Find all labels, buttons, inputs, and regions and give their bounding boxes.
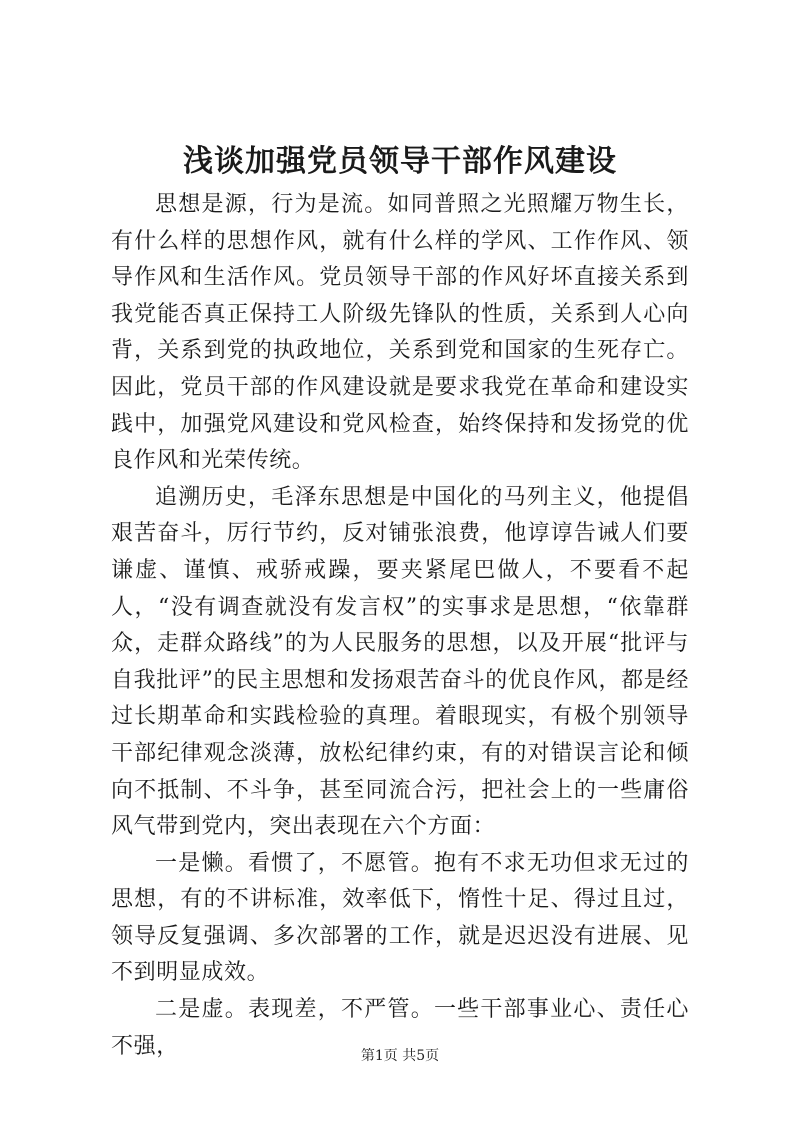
page-number-footer: 第1页 共5页 xyxy=(360,1048,440,1064)
paragraph-4: 二是虚。表现差，不严管。一些干部事业心、责任心不强， xyxy=(111,997,689,1059)
document-body xyxy=(111,187,689,1065)
paragraph-1: 思想是源，行为是流。如同普照之光照耀万物生长，有什么样的思想作风，就有什么样的学风、工作作风、领导作风和生活作风。党员领导干部的作风好坏直接关系到我党能否真正保持工人阶级先锋队的性质，关系到人心向背，关系到党的执政地位，关系到党和国家的生死存亡。因此，党员干部的作风建设就是要求我党在革命和建设实践中，加强党风建设和党风检查，始终保持和发扬党的优良作风和光荣传统。 xyxy=(111,192,689,474)
document-title: 浅谈加强党员领导干部作风建设 xyxy=(183,144,617,179)
paragraph-3: 一是懒。看惯了，不愿管。抱有不求无功但求无过的思想，有的不讲标准，效率低下，惰性十足、得过且过，领导反复强调、多次部署的工作，就是迟迟没有进展、见不到明显成效。 xyxy=(111,850,689,986)
paragraph-2: 追溯历史，毛泽东思想是中国化的马列主义，他提倡艰苦奋斗，厉行节约，反对铺张浪费，他谆谆告诫人们要谦虚、谨慎、戒骄戒躁，要夹紧尾巴做人，不要看不起人，“没有调查就没有发言权”的实事求是思想，“依靠群众，走群众路线”的为人民服务的思想，以及开展“批评与自我批评”的民主思想和发扬艰苦奋斗的优良作风，都是经过长期革命和实践检验的真理。着眼现实，有极个别领导干部纪律观念淡薄，放松纪律约束，有的对错误言论和倾向不抵制、不斗争，甚至同流合污，把社会上的一些庸俗风气带到党内，突出表现在六个方面： xyxy=(111,484,689,840)
